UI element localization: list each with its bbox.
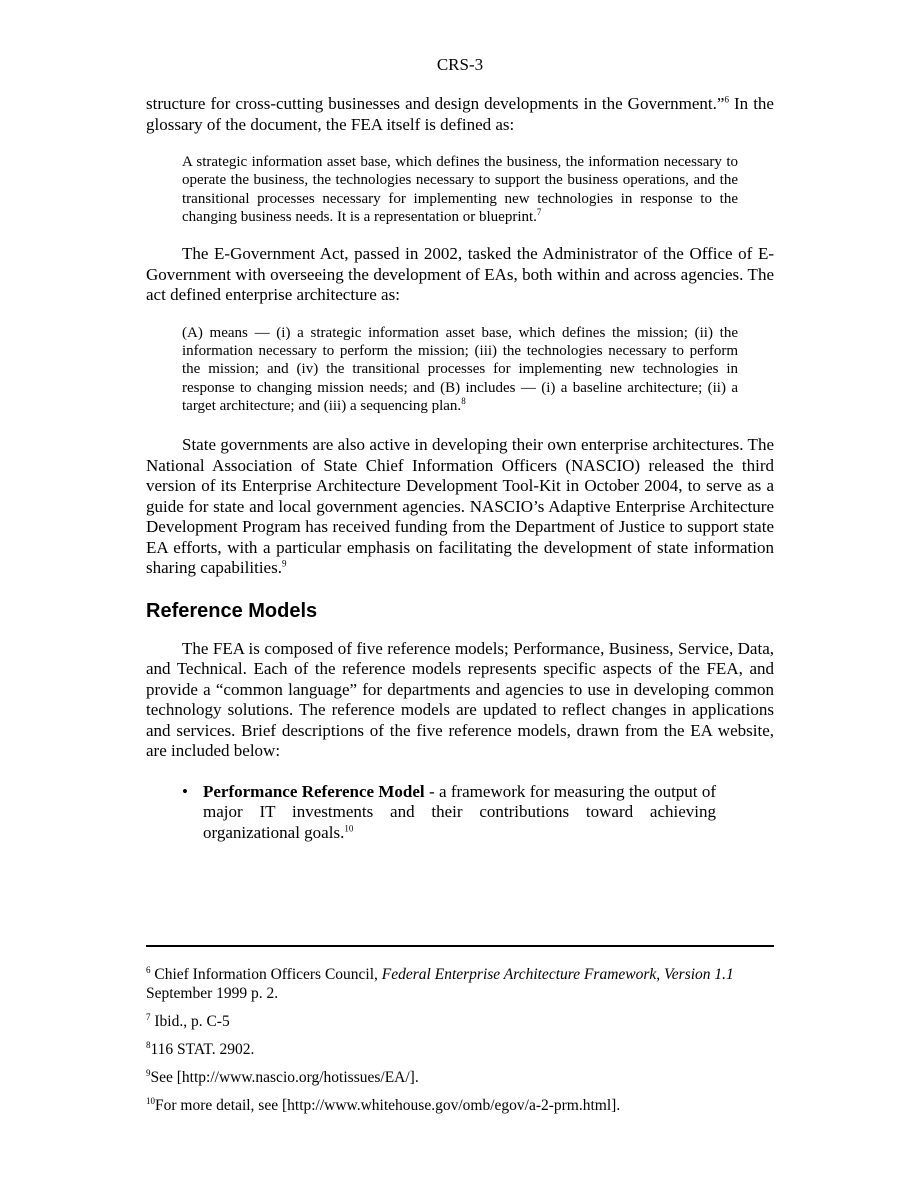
footnote-text: For more detail, see [http://www.whitehouse.gov/omb/egov/a-2-prm.html]. bbox=[155, 1097, 621, 1114]
footnote-number: 9 bbox=[146, 1067, 151, 1078]
footnote-text: Chief Information Officers Council, bbox=[150, 966, 382, 983]
footnote-number: 8 bbox=[146, 1039, 151, 1050]
footnote-number: 6 bbox=[146, 964, 151, 975]
quote-text: A strategic information asset base, which defines the business, the information necessary to operate the business, the technologies necessary to support the business operations, and the transitional processes necessary for implementing new technologies in response to the changing business needs. It is a representation or blueprint. bbox=[182, 154, 738, 225]
list-item-term: Performance Reference Model bbox=[203, 781, 425, 801]
paragraph-reference-models: The FEA is composed of five reference models; Performance, Business, Service, Data, and Technical. Each of the reference models represents specific aspects of the FEA, and provide a “common language” for departments and agencies to use in developing common technology solutions. The reference models are updated to reflect changes in applications and services. Brief descriptions of the five reference models, drawn from the EA website, are included below: bbox=[146, 638, 774, 761]
quote-text: (A) means — (i) a strategic information asset base, which defines the mission; (ii) the information necessary to perform the mission; (iii) the technologies necessary to perform the mission; and (iv) the transitional processes for implementing new technologies in response to changing mission needs; and (B) includes — (i) a baseline architecture; (ii) a target architecture; and (iii) a sequencing plan. bbox=[182, 324, 738, 414]
footnote-number: 10 bbox=[146, 1095, 155, 1106]
paragraph-egov-act: The E-Government Act, passed in 2002, tasked the Administrator of the Office of E-Government with overseeing the development of EAs, both within and across agencies. The act defined enterprise architecture as: bbox=[146, 244, 774, 305]
footnote-ref: 8 bbox=[461, 395, 466, 406]
footnote-text: Ibid., p. C-5 bbox=[150, 1013, 230, 1030]
page-header: CRS-3 bbox=[436, 55, 484, 74]
list-item bbox=[182, 781, 716, 844]
block-quote-ea-definition bbox=[182, 324, 738, 415]
footnote-ref: 10 bbox=[344, 823, 354, 834]
document-body bbox=[146, 94, 774, 843]
footnote-text: September 1999 p. 2. bbox=[146, 985, 279, 1002]
paragraph-text: In the glossary of the document, the FEA itself is defined as: bbox=[146, 94, 774, 134]
paragraph-text: structure for cross-cutting businesses and design developments in the Government.” bbox=[146, 94, 725, 113]
footnotes bbox=[146, 965, 774, 1124]
footnote-title: Federal Enterprise Architecture Framework, Version 1.1 bbox=[381, 966, 734, 983]
footnote-8 bbox=[146, 1040, 774, 1059]
paragraph-state-governments bbox=[146, 435, 774, 579]
paragraph-continuation bbox=[146, 94, 774, 135]
footnote-7 bbox=[146, 1012, 774, 1031]
reference-model-list bbox=[146, 782, 774, 844]
footnote-divider bbox=[146, 945, 774, 947]
footnote-ref: 6 bbox=[724, 94, 729, 105]
block-quote-fea-definition bbox=[182, 153, 738, 226]
footnote-ref: 9 bbox=[281, 558, 287, 569]
list-item-text: - a framework for measuring the output of major IT investments and their contributions toward achieving organizational goals. bbox=[203, 781, 716, 842]
footnote-text: See [http://www.nascio.org/hotissues/EA/]. bbox=[150, 1069, 419, 1086]
bullet-icon: • bbox=[182, 781, 188, 801]
footnote-10 bbox=[146, 1096, 774, 1115]
section-heading: Reference Models bbox=[146, 599, 318, 622]
footnote-9 bbox=[146, 1068, 774, 1087]
paragraph-text: State governments are also active in developing their own enterprise architectures. The National Association of State Chief Information Officers (NASCIO) released the third version of its Enterprise Architecture Development Tool-Kit in October 2004, to serve as a guide for state and local government agencies. NASCIO’s Adaptive Enterprise Architecture Development Program has received funding from the Department of Justice to support state EA efforts, with a particular emphasis on facilitating the development of state information sharing capabilities. bbox=[146, 435, 774, 578]
footnote-number: 7 bbox=[146, 1011, 151, 1022]
footnote-6 bbox=[146, 965, 774, 1003]
footnote-ref: 7 bbox=[536, 206, 542, 217]
footnote-text: 116 STAT. 2902. bbox=[150, 1041, 255, 1058]
